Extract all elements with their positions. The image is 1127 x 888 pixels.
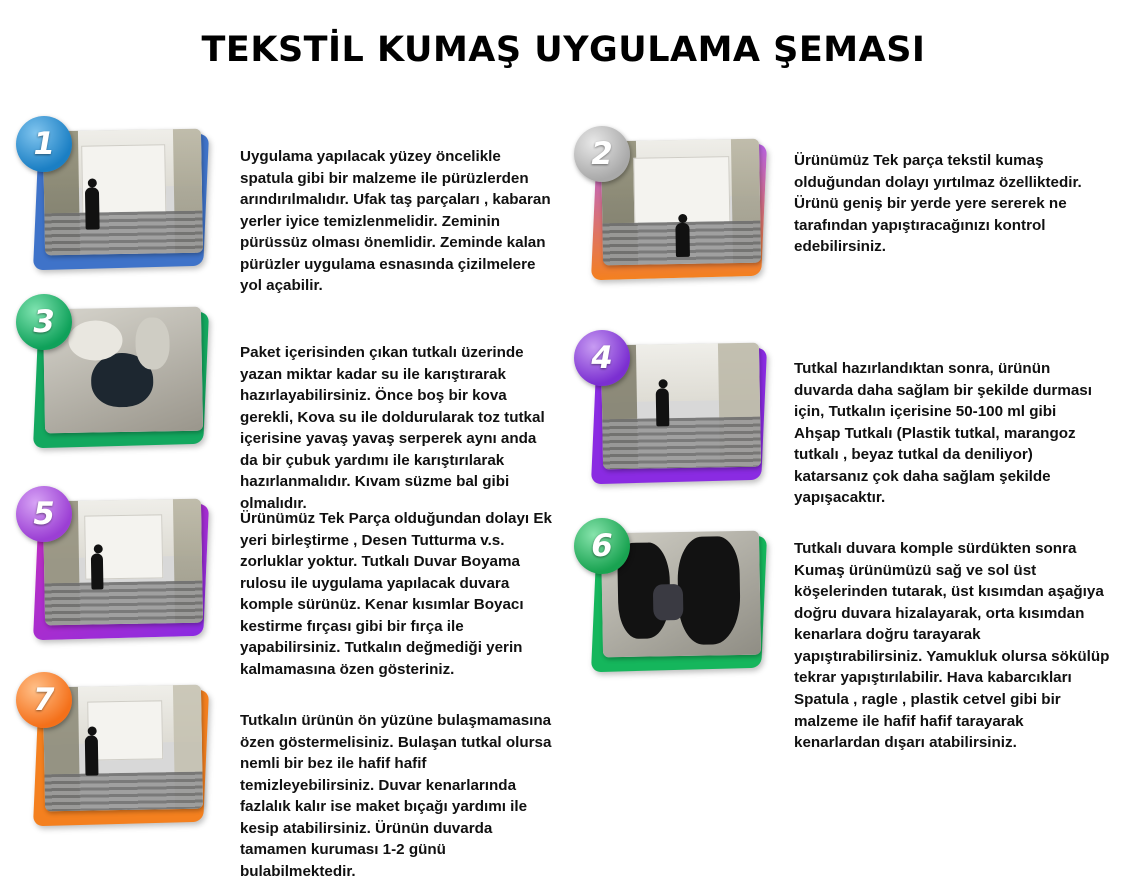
step-5-image: [22, 496, 212, 646]
step-4-badge: [574, 330, 630, 386]
step-5-badge: [16, 486, 72, 542]
step-3-image: [22, 304, 212, 454]
step-1-number: 1: [30, 126, 58, 162]
step-1-badge: [16, 116, 72, 172]
step-7-number: 7: [30, 682, 58, 718]
step-6-image: [580, 528, 770, 678]
step-4-number: 4: [588, 340, 616, 376]
step-2-image: [580, 136, 770, 286]
step-4-image: [580, 340, 770, 490]
step-5-number: 5: [30, 496, 58, 532]
step-2-badge: [574, 126, 630, 182]
step-3-text: Paket içerisinden çıkan tutkalı üzerinde yazan miktar kadar su ile karıştırarak hazırlayabilirsiniz. Önce boş bir kova gerekli, Kova su ile doldurularak toz tutkal içerisine yavaş yavaş serperek aynı anda da bir çubuk yardımı ile karıştırılarak hazırlanmalıdır. Kıvam süzme bal gibi olmalıdır.: [240, 344, 545, 513]
step-6-number: 6: [588, 528, 616, 564]
step-4-text: Tutkal hazırlandıktan sonra, ürünün duvarda daha sağlam bir şekilde durması için, Tutkalın içerisine 50-100 ml gibi Ahşap Tutkalı (Plastik tutkal, marangoz tutkalı , beyaz tutkal da deniliyor) katarsanız çok daha sağlam şekilde yapışacaktır.: [794, 360, 1092, 507]
step-1-text: Uygulama yapılacak yüzey öncelikle spatula gibi bir malzeme ile pürüzlerden arındırılmalıdır. Ufak taş parçaları , kabaran yerler iyice temizlenmelidir. Zeminin pürüssüz olması önemlidir. Zeminde kalan pürüzler uygulama esnasında çizilmelere yol açabilir.: [240, 148, 551, 295]
page-title: TEKSTİL KUMAŞ UYGULAMA ŞEMASI: [201, 30, 926, 70]
step-6-badge: [574, 518, 630, 574]
step-7-text: Tutkalın ürünün ön yüzüne bulaşmamasına özen göstermelisiniz. Bulaşan tutkal olursa nemli bir bez ile hafif hafif temizleyebilirsiniz. Duvar kenarlarında fazlalık kalır ise maket bıçağı yardımı ile kesip atabilirsiniz. Ürünün duvarda tamamen kuruması 1-2 günü bulabilmektedir.: [240, 712, 552, 881]
step-7-image: [22, 682, 212, 832]
step-6-text: Tutkalı duvara komple sürdükten sonra Kumaş ürünümüzü sağ ve sol üst köşelerinden tutarak, üst kısımdan aşağıya doğru duvara hizalayarak, orta kısımdan kenarlara doğru tarayarak yapıştırabilirsiniz. Yamukluk olursa sökülüp tekrar yapıştırılabilir. Hava kabarcıkları Spatula , ragle , plastik cetvel gibi bir malzeme ile hafif hafif tarayarak kenarlardan dışarı atabilirsiniz.: [794, 540, 1110, 752]
step-5-text: Ürünümüz Tek Parça olduğundan dolayı Ek yeri birleştirme , Desen Tutturma v.s. zorluklar yoktur. Tutkalı Duvar Boyama rulosu ile uygulama yapılacak duvara komple sürünüz. Kenar kısımlar Boyacı kestirme fırçası gibi bir fırça ile yapabilirsiniz. Tutkalın değmediği yerin kalmamasına özen gösteriniz.: [240, 510, 552, 679]
step-3-badge: [16, 294, 72, 350]
step-2-number: 2: [588, 136, 616, 172]
step-1-image: [22, 126, 212, 276]
step-2-text: Ürünümüz Tek parça tekstil kumaş olduğundan dolayı yırtılmaz özelliktedir. Ürünü geniş bir yerde yere sererek ne tarafından yapıştıracağınızı kontrol edebilirsiniz.: [794, 152, 1082, 256]
step-7-badge: [16, 672, 72, 728]
step-3-number: 3: [30, 304, 58, 340]
